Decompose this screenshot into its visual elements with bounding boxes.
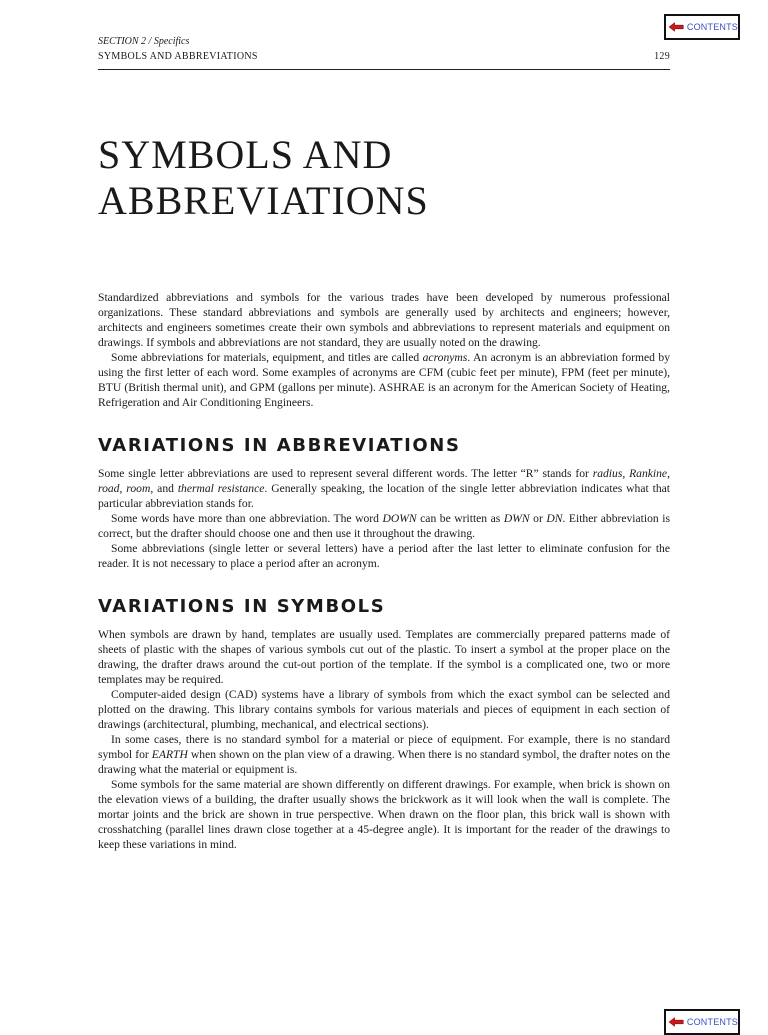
symbols-paragraph-1: When symbols are drawn by hand, templates are usually used. Templates are commercially prepared patterns made of sheets of plastic with the shapes of various symbols cut out of the plastic. To insert a symbol at the proper place on the drawing, the drafter draws around the cut-out portion of the template. If the symbol is a complicated one, two or more templates may be required. (98, 628, 670, 686)
symbols-paragraph-2: Computer-aided design (CAD) systems have a library of symbols from which the exact symbol can be selected and plotted on the drawing. This library contains symbols for various materials and pieces of equipment in each section of drawings (architectural, plumbing, mechanical, and electrical sections). (98, 688, 670, 731)
abbreviations-paragraph-3: Some abbreviations (single letter or several letters) have a period after the last letter to eliminate confusion for the reader. It is not necessary to place a period after an acronym. (98, 542, 670, 570)
intro-paragraph-1: Standardized abbreviations and symbols for the various trades have been developed by numerous professional organizations. These standard abbreviations and symbols are generally used by architects and engineers; however, architects and engineers sometimes create their own symbols and abbreviations to represent materials and equipment on drawings. If symbols and abbreviations are not standard, they are usually noted on the drawing. (98, 291, 670, 349)
contents-label: CONTENTS (686, 1017, 738, 1027)
abbreviations-paragraph-1: Some single letter abbreviations are used to represent several different words. The letter “R” stands for radius, Rankine, road, room, and thermal resistance. Generally speaking, the location of the single letter abbreviation indicates what that particular abbreviation stands for. (98, 467, 670, 510)
abbreviations-heading: VARIATIONS IN ABBREVIATIONS (98, 435, 461, 456)
page-title: SYMBOLS AND ABBREVIATIONS (98, 132, 429, 223)
section-label: SECTION 2 / Specifics (98, 36, 190, 47)
contents-button-bottom[interactable] (664, 1009, 740, 1035)
back-arrow-icon (669, 1015, 684, 1029)
back-arrow-icon (669, 20, 684, 34)
symbols-paragraph-3: In some cases, there is no standard symbol for a material or piece of equipment. For example, there is no standard symbol for EARTH when shown on the plan view of a drawing. When there is no standard symbol, the drafter notes on the drawing what the material or equipment is. (98, 733, 670, 776)
contents-button-top[interactable] (664, 14, 740, 40)
running-header (98, 36, 670, 62)
header-rule (98, 69, 670, 70)
symbols-heading: VARIATIONS IN SYMBOLS (98, 596, 386, 617)
contents-label: CONTENTS (686, 22, 738, 32)
symbols-paragraph-4: Some symbols for the same material are shown differently on different drawings. For example, when brick is shown on the elevation views of a building, the drafter usually shows the brickwork as it will look when the wall is complete. The mortar joints and the brick are shown in true perspective. When drawn on the floor plan, this brick wall is shown with crosshatching (parallel lines drawn close together at a 45-degree angle). It is important for the reader of the drawings to keep these variations in mind. (98, 778, 670, 851)
page-number: 129 (654, 51, 670, 62)
chapter-label: SYMBOLS AND ABBREVIATIONS (98, 51, 258, 62)
intro-paragraph-2: Some abbreviations for materials, equipment, and titles are called acronyms. An acronym is an abbreviation formed by using the first letter of each word. Some examples of acronyms are CFM (cubic feet per minute), FPM (feet per minute), BTU (British thermal unit), and GPM (gallons per minute). ASHRAE is an acronym for the American Society of Heating, Refrigeration and Air Conditioning Engineers. (98, 351, 670, 409)
body-text (98, 290, 670, 852)
abbreviations-paragraph-2: Some words have more than one abbreviation. The word DOWN can be written as DWN or DN. Either abbreviation is correct, but the drafter should choose one and then use it throughout the drawing. (98, 512, 670, 540)
